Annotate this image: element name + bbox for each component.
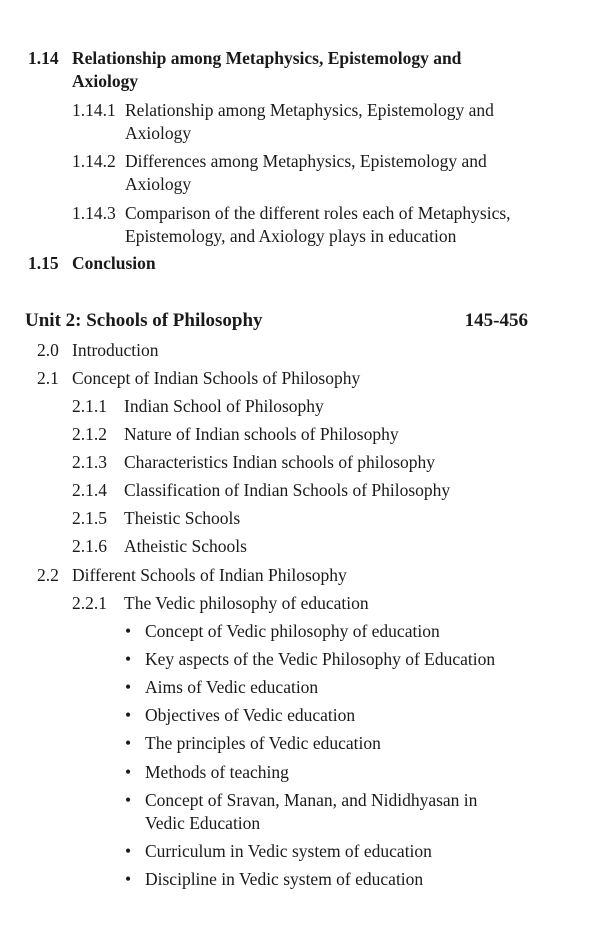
section-number: 1.15 (28, 253, 59, 273)
toc-entry (37, 339, 159, 362)
toc-entry (37, 564, 347, 587)
bullet-item: Aims of Vedic education (145, 677, 319, 697)
toc-entry (72, 592, 369, 615)
bullet-icon: • (125, 869, 132, 889)
entry-title-cont: Axiology (125, 174, 192, 194)
bullet-icon: • (125, 705, 132, 725)
section-heading (28, 252, 156, 275)
entry-number: 2.1.5 (72, 508, 107, 528)
entry-title: Characteristics Indian schools of philosophy (124, 452, 436, 472)
entry-title: Introduction (72, 340, 159, 360)
toc-entry (72, 479, 450, 502)
entry-title: Concept of Indian Schools of Philosophy (72, 368, 361, 388)
entry-number: 2.2 (37, 565, 59, 585)
entry-title-cont: Axiology (125, 123, 192, 143)
toc-entry (72, 99, 494, 122)
bullet-item-cont: Vedic Education (145, 813, 261, 833)
unit-title: Unit 2: Schools of Philosophy (25, 310, 263, 331)
toc-entry (72, 507, 240, 530)
section-heading (28, 47, 530, 70)
entry-title-cont: Epistemology, and Axiology plays in education (125, 226, 457, 246)
bullet-icon: • (125, 762, 132, 782)
section-number: 1.14 (28, 48, 59, 68)
bullet-icon: • (125, 649, 132, 669)
entry-number: 1.14.1 (72, 100, 116, 120)
entry-title: Relationship among Metaphysics, Epistemology and (125, 100, 494, 120)
section-title: Conclusion (72, 253, 156, 273)
bullet-item: Concept of Sravan, Manan, and Nididhyasan in (145, 790, 478, 810)
entry-title: Different Schools of Indian Philosophy (72, 565, 347, 585)
bullet-item: Methods of teaching (145, 762, 289, 782)
entry-title: The Vedic philosophy of education (124, 593, 369, 613)
entry-number: 2.1.6 (72, 536, 107, 556)
entry-number: 2.1 (37, 368, 59, 388)
entry-title: Nature of Indian schools of Philosophy (124, 424, 399, 444)
bullet-item: Key aspects of the Vedic Philosophy of Education (145, 649, 496, 669)
toc-entry (72, 202, 511, 225)
entry-number: 2.1.2 (72, 424, 107, 444)
entry-title: Atheistic Schools (124, 536, 247, 556)
bullet-item: Discipline in Vedic system of education (145, 869, 424, 889)
entry-number: 2.1.1 (72, 396, 107, 416)
entry-title: Classification of Indian Schools of Philosophy (124, 480, 451, 500)
entry-number: 2.1.4 (72, 480, 107, 500)
bullet-icon: • (125, 733, 132, 753)
entry-title: Theistic Schools (124, 508, 241, 528)
toc-entry (72, 395, 324, 418)
entry-number: 1.14.2 (72, 151, 116, 171)
bullet-item: Objectives of Vedic education (145, 705, 356, 725)
bullet-icon: • (125, 841, 132, 861)
entry-title: Differences among Metaphysics, Epistemology and (125, 151, 487, 171)
entry-number: 2.0 (37, 340, 59, 360)
bullet-item: The principles of Vedic education (145, 733, 381, 753)
entry-number: 1.14.3 (72, 203, 116, 223)
toc-entry (72, 535, 247, 558)
entry-title: Comparison of the different roles each of Metaphysics, (125, 203, 511, 223)
entry-number: 2.2.1 (72, 593, 107, 613)
toc-entry (72, 150, 487, 173)
toc-entry (72, 451, 435, 474)
toc-entry (72, 423, 399, 446)
toc-entry (37, 367, 360, 390)
section-title: Relationship among Metaphysics, Epistemology and (72, 48, 462, 68)
bullet-icon: • (125, 621, 132, 641)
bullet-icon: • (125, 790, 132, 810)
bullet-item: Concept of Vedic philosophy of education (145, 621, 440, 641)
entry-number: 2.1.3 (72, 452, 107, 472)
section-title-cont: Axiology (72, 71, 139, 91)
entry-title: Indian School of Philosophy (124, 396, 324, 416)
unit-page-range: 145-456 (464, 310, 528, 331)
bullet-icon: • (125, 677, 132, 697)
bullet-item: Curriculum in Vedic system of education (145, 841, 432, 861)
